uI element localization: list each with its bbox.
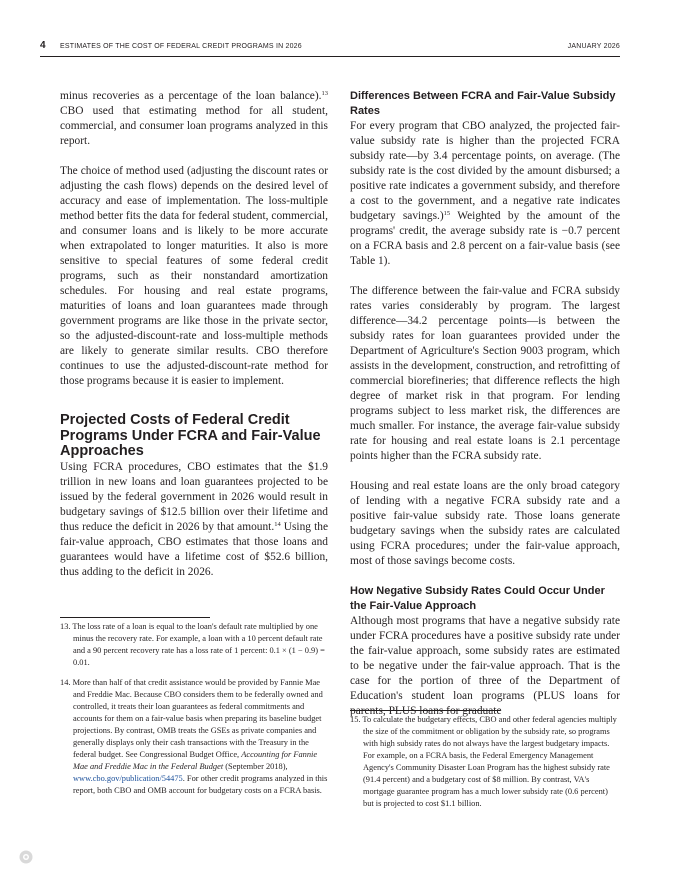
left-column	[60, 89, 328, 580]
footnote-rule-right	[350, 710, 500, 711]
footnote-rule-left	[60, 617, 210, 618]
right-paragraph-4: Although most programs that have a negative subsidy rate under FCRA procedures have a positive subsidy rate under the fair-value approach, some subsidy rates are estimated to be negative under the fair-value approach. That is the case for the portion of three of the Department of Education's student loan programs (PLUS loans for parents, PLUS loans for graduate	[350, 615, 620, 717]
section-heading-projected-costs: Projected Costs of Federal Credit Programs Under FCRA and Fair-Value Approaches	[60, 412, 321, 459]
footnote-14: 14. More than half of that credit assistance would be provided by Fannie Mae and Freddie Mac. Because CBO considers them to be federally owned and controlled, it treats their loan guarantees as federal commitments and accounts for them on a fair-value basis when preparing its baseline budget projections. By contrast, OMB treats the GSEs as private companies and generally displays only their cash transactions with the Treasury in the federal budget. See Congressional Budget Office, Accounting for Fannie Mae and Freddie Mac in the Federal Budget (September 2018), www.cbo.gov/publication/54475. For other credit programs analyzed in this report, both CBO and OMB account for budgetary costs on a FCRA basis.	[60, 678, 328, 795]
right-paragraph-2: The difference between the fair-value and FCRA subsidy rates varies considerably by program. The largest difference—34.2 percentage points—is between the subsidy rates for loan guarantees provided under the Department of Agriculture's Section 9003 program, which assists in the development, construction, and retrofitting of commercial biorefineries; that difference reflects the high degree of market risk in that program. For lending programs subject to less market risk, the differences are much smaller. For instance, the average fair-value subsidy rate for housing and real estate loans is 2.1 percentage points higher than the FCRA subsidy rate.	[350, 285, 620, 462]
left-paragraph-3: Using FCRA procedures, CBO estimates that the $1.9 trillion in new loans and loan guarantees projected to be issued by the federal government in 2026 would result in budgetary savings of $12.5 billion over their lifetime and thus reduce the deficit in 2026 by that amount.$^{14}$ Using the fair-value approach, CBO estimates that those loans and guarantees would have a lifetime cost of $52.6 billion, thus adding to the deficit in 2026.	[60, 460, 328, 578]
footnote-13: 13. The loss rate of a loan is equal to the loan's default rate multiplied by one minus the recovery rate. For example, a loan with a 10 percent default rate and a 90 percent recovery rate has a loss rate of 1 percent: 0.1 × (1 − 0.9) = 0.01.	[60, 622, 325, 667]
page-number: 4	[40, 40, 46, 51]
report-date: JANUARY 2026	[567, 43, 620, 50]
footnote-15: 15. To calculate the budgetary effects, CBO and other federal agencies multiply the size of the commitment or obligation by the subsidy rate, so programs with high subsidy rates do not always have the largest budgetary impacts. For example, on a FCRA basis, the Federal Emergency Management Agency's Community Disaster Loan Program has the highest subsidy rate (91.4 percent) and a budgetary cost of $8 million. By contrast, VA's mortgage guarantee program has a much lower subsidy rate (0.6 percent) but is projected to cost $1.1 billion.	[350, 715, 617, 808]
cbo-logo-icon	[19, 850, 33, 864]
report-title: ESTIMATES OF THE COST OF FEDERAL CREDIT PROGRAMS IN 2026	[60, 43, 302, 50]
left-paragraph-2: The choice of method used (adjusting the discount rates or adjusting the cash flows) depends on the desired level of accuracy and ease of implementation. The loss-multiple method better fits the data for federal student, commercial, and consumer loans and is likely to be more accurate when extrapolated to longer maturities. It also is more sensitive to special features of some federal credit programs, such as their nonstandard amortization schedules. For housing and real estate programs, maturities of loans and loan guarantees made through government programs are like those in the private sector, so the adjusted-discount-rate and loss-multiple methods are likely to generate similar results. CBO therefore continues to use the adjusted-discount-rate method for those programs because it is easier to implement.	[60, 165, 328, 387]
footnote-ref-15[interactable]: 15	[443, 210, 451, 217]
cbo-publication-link[interactable]: www.cbo.gov/publication/54475	[73, 774, 183, 783]
subheading-differences: Differences Between FCRA and Fair-Value Subsidy Rates	[350, 90, 616, 117]
right-column	[350, 89, 620, 719]
right-paragraph-3: Housing and real estate loans are the only broad category of lending with a negative FCRA subsidy rate and a positive fair-value subsidy rate. Those loans generate budgetary savings when the subsidy rates are calculated using FCRA procedures; under the fair-value approach, most of those savings become costs.	[350, 480, 620, 567]
footnotes-left	[60, 621, 330, 797]
running-header	[40, 42, 620, 56]
footnotes-right	[350, 714, 620, 810]
footnote-ref-14[interactable]: 14	[274, 520, 281, 528]
left-paragraph-1: minus recoveries as a percentage of the loan balance).$^{13}$ CBO used that estimating method for all student, commercial, and consumer loan programs analyzed in this report.	[60, 90, 328, 147]
cited-report-title: Accounting for Fannie Mae and Freddie Mac in the Federal Budget	[73, 750, 318, 771]
subheading-negative-subsidy: How Negative Subsidy Rates Could Occur Under the Fair-Value Approach	[350, 585, 605, 612]
header-rule	[40, 56, 620, 57]
footnote-ref-13[interactable]: 13	[321, 90, 328, 97]
right-paragraph-1: For every program that CBO analyzed, the projected fair-value subsidy rate is higher than the projected FCRA subsidy rate—by 3.4 percentage points, on average. (The subsidy rate is the cost divided by the amount disbursed; a positive rate indicates a government subsidy, and therefore a cost to the government, and a negative rate indicates budgetary savings.)$^{15}$ Weighted by the amount of the programs' credit, the average subsidy rate is −0.7 percent on a FCRA basis and 2.8 percent on a fair-value basis (see Table 1).	[350, 120, 620, 267]
